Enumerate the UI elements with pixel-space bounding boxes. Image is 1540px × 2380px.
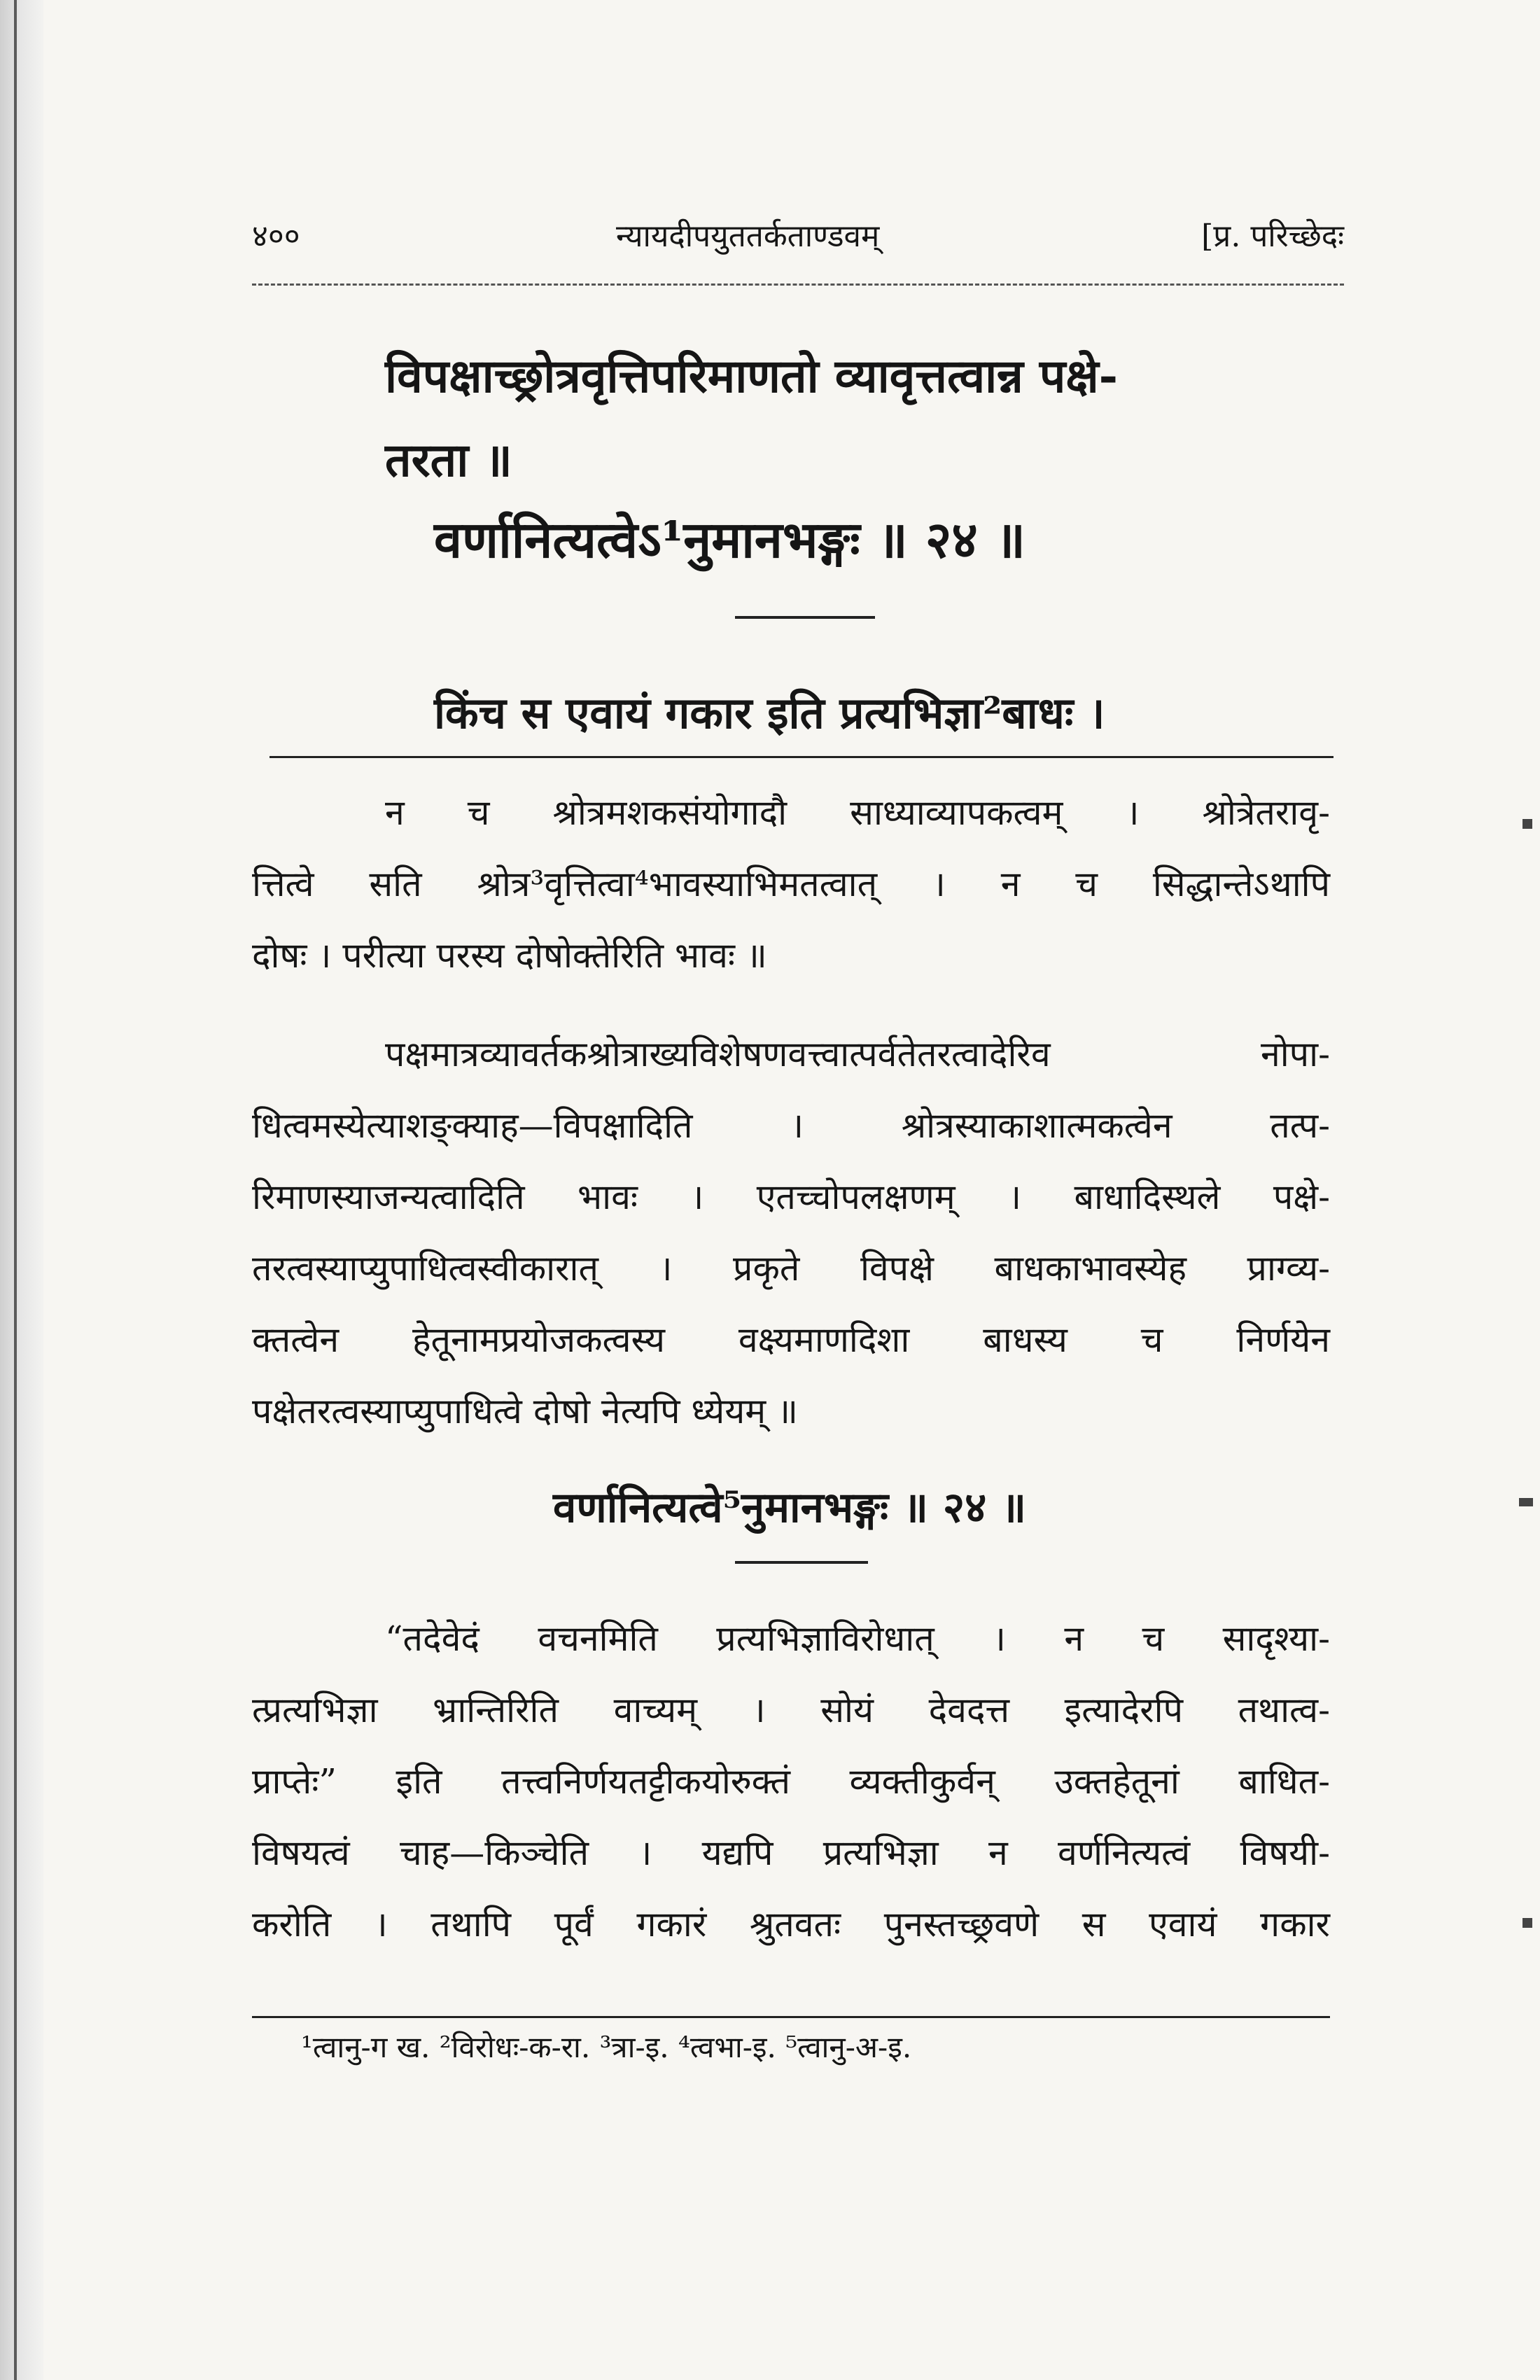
- verse-line-1: विपक्षाच्छ्रोत्रवृत्तिपरिमाणतो व्यावृत्तत्वान्न पक्षे-: [385, 349, 1119, 403]
- section-label: [प्र. परिच्छेदः: [1201, 218, 1344, 254]
- binding-edge-line: [14, 0, 17, 2380]
- running-title: न्यायदीपयुततर्कताण्डवम्: [616, 218, 880, 254]
- scan-mark: [1522, 819, 1532, 829]
- text-line: रिमाणस्याजन्यत्वादिति भावः । एतच्चोपलक्षणम् । बाधादिस्थले पक्षे-: [252, 1177, 1330, 1217]
- scan-mark: [1519, 1498, 1533, 1506]
- text-line: त्प्रत्यभिज्ञा भ्रान्तिरिति वाच्यम् । सोयं देवदत्त इत्यादेरपि तथात्व-: [252, 1690, 1330, 1730]
- scan-mark: [1522, 1918, 1532, 1928]
- page-edge: [0, 0, 43, 2380]
- verse-line-2: तरता ॥: [385, 433, 512, 487]
- page-header: [252, 214, 1344, 270]
- text-line: त्तित्वे सति श्रोत्र³वृत्तित्वा⁴भावस्याभिमतत्वात् । न च सिद्धान्तेऽथापि: [252, 864, 1330, 904]
- text-line: पक्षेतरत्वस्याप्युपाधित्वे दोषो नेत्यपि ध्येयम् ॥: [252, 1391, 798, 1432]
- section-title: वर्णानित्यत्वेऽ¹नुमानभङ्गः ॥ २४ ॥: [434, 510, 1026, 569]
- short-divider: [735, 1561, 868, 1564]
- text-line: क्तत्वेन हेतूनामप्रयोजकत्वस्य वक्ष्यमाणदिशा बाधस्य च निर्णयेन: [252, 1320, 1330, 1360]
- text-line: तरत्वस्याप्युपाधित्वस्वीकारात् । प्रकृते विपक्षे बाधकाभावस्येह प्राग्व्य-: [252, 1248, 1330, 1289]
- footnote-rule: [252, 2016, 1330, 2018]
- text-line: धित्वमस्येत्याशङ्क्याह—विपक्षादिति । श्रोत्रस्याकाशात्मकत्वेन तत्प-: [252, 1105, 1330, 1146]
- commentary-paragraph-3: [252, 1603, 1330, 1960]
- footnotes: ¹त्वानु-ग ख. ²विरोधः-क-रा. ³त्रा-इ. ⁴त्वभा-इ. ⁵त्वानु-अ-इ.: [301, 2030, 912, 2064]
- text-line: न च श्रोत्रमशकसंयोगादौ साध्याव्यापकत्वम् । श्रोत्रेतरावृ-: [385, 792, 1330, 833]
- text-line: दोषः । परीत्या परस्य दोषोक्तेरिति भावः ॥: [252, 935, 767, 976]
- text-line: प्राप्तेः” इति तत्त्वनिर्णयतट्टीकयोरुक्तं व्यक्तीकुर्वन् उक्तहेतूनां बाधित-: [252, 1761, 1330, 1802]
- commentary-paragraph-1: [252, 777, 1330, 991]
- text-line: “तदेवेदं वचनमिति प्रत्यभिज्ञाविरोधात् । न च सादृश्या-: [385, 1618, 1330, 1659]
- commentary-paragraph-2: [252, 1018, 1330, 1447]
- page-number: ४००: [252, 218, 300, 254]
- text-line: पक्षमात्रव्यावर्तकश्रोत्राख्यविशेषणवत्त्वात्पर्वतेतरत्वादेरिव नोपा-: [385, 1034, 1330, 1074]
- text-line: करोति । तथापि पूर्वं गकारं श्रुतवतः पुनस्तच्छ्रवणे स एवायं गकार: [252, 1904, 1330, 1945]
- heading-rule: [270, 756, 1334, 758]
- sub-heading: किंच स एवायं गकार इति प्रत्यभिज्ञा²बाधः ।: [434, 687, 1105, 738]
- section-title-repeat: वर्णानित्यत्वे⁵नुमानभङ्गः ॥ २४ ॥: [553, 1483, 1027, 1532]
- header-dashed-rule: [252, 284, 1344, 286]
- short-divider: [735, 616, 875, 619]
- text-line: विषयत्वं चाह—किञ्चेति । यद्यपि प्रत्यभिज्ञा न वर्णनित्यत्वं विषयी-: [252, 1833, 1330, 1873]
